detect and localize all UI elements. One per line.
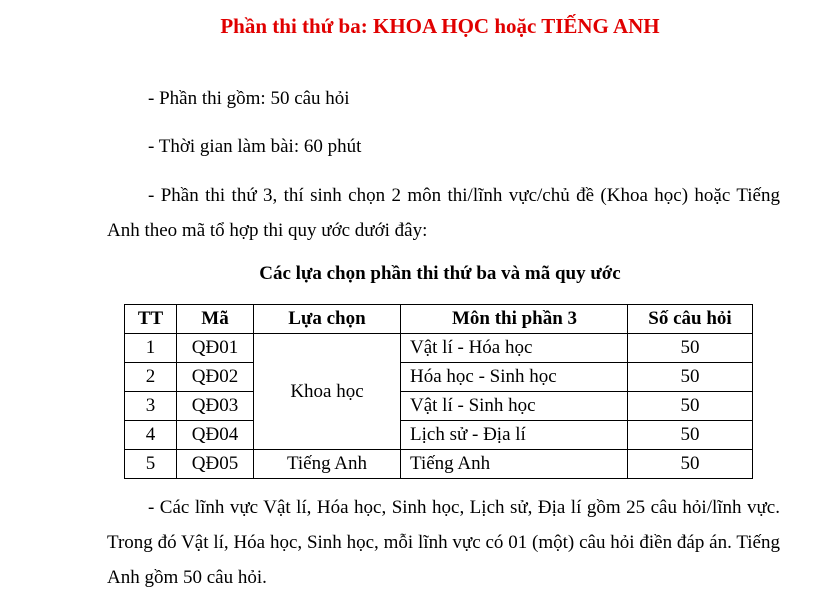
cell-mon-thi: Vật lí - Hóa học bbox=[401, 334, 628, 363]
cell-ma: QĐ05 bbox=[177, 450, 254, 479]
options-table bbox=[124, 304, 753, 479]
cell-tt: 4 bbox=[125, 421, 177, 450]
table-header-row bbox=[125, 305, 753, 334]
cell-so-cau-hoi: 50 bbox=[628, 363, 753, 392]
table-row bbox=[125, 334, 753, 363]
cell-so-cau-hoi: 50 bbox=[628, 421, 753, 450]
cell-ma: QĐ02 bbox=[177, 363, 254, 392]
cell-ma: QĐ04 bbox=[177, 421, 254, 450]
cell-ma: QĐ01 bbox=[177, 334, 254, 363]
header-mon-thi: Môn thi phần 3 bbox=[401, 305, 628, 334]
cell-khoa-hoc-group: Khoa học bbox=[254, 334, 401, 450]
header-lua-chon: Lựa chọn bbox=[254, 305, 401, 334]
cell-so-cau-hoi: 50 bbox=[628, 334, 753, 363]
cell-lua-chon: Tiếng Anh bbox=[254, 450, 401, 479]
cell-tt: 2 bbox=[125, 363, 177, 392]
cell-tt: 3 bbox=[125, 392, 177, 421]
cell-tt: 5 bbox=[125, 450, 177, 479]
time-line: - Thời gian làm bài: 60 phút bbox=[148, 136, 362, 157]
selection-paragraph: - Phần thi thứ 3, thí sinh chọn 2 môn thi/lĩnh vực/chủ đề (Khoa học) hoặc Tiếng Anh theo mã tổ hợp thi quy ước dưới đây: bbox=[107, 185, 780, 241]
table-row bbox=[125, 450, 753, 479]
cell-so-cau-hoi: 50 bbox=[628, 392, 753, 421]
table-caption: Các lựa chọn phần thi thứ ba và mã quy ước bbox=[259, 263, 621, 284]
cell-mon-thi: Hóa học - Sinh học bbox=[401, 363, 628, 392]
table-row bbox=[125, 421, 753, 450]
section-title: Phần thi thứ ba: KHOA HỌC hoặc TIẾNG ANH bbox=[220, 14, 660, 38]
cell-so-cau-hoi: 50 bbox=[628, 450, 753, 479]
cell-mon-thi: Lịch sử - Địa lí bbox=[401, 421, 628, 450]
questions-line: - Phần thi gồm: 50 câu hỏi bbox=[148, 88, 350, 109]
header-so-cau-hoi: Số câu hỏi bbox=[628, 305, 753, 334]
header-tt: TT bbox=[125, 305, 177, 334]
header-ma: Mã bbox=[177, 305, 254, 334]
cell-mon-thi: Vật lí - Sinh học bbox=[401, 392, 628, 421]
cell-ma: QĐ03 bbox=[177, 392, 254, 421]
footer-paragraph: - Các lĩnh vực Vật lí, Hóa học, Sinh học, Lịch sử, Địa lí gồm 25 câu hỏi/lĩnh vực. Trong đó Vật lí, Hóa học, Sinh học, mỗi lĩnh vực có 01 (một) câu hỏi điền đáp án. Tiếng Anh gồm 50 câu hỏi. bbox=[107, 497, 780, 588]
cell-mon-thi: Tiếng Anh bbox=[401, 450, 628, 479]
cell-tt: 1 bbox=[125, 334, 177, 363]
table-row bbox=[125, 363, 753, 392]
table-row bbox=[125, 392, 753, 421]
